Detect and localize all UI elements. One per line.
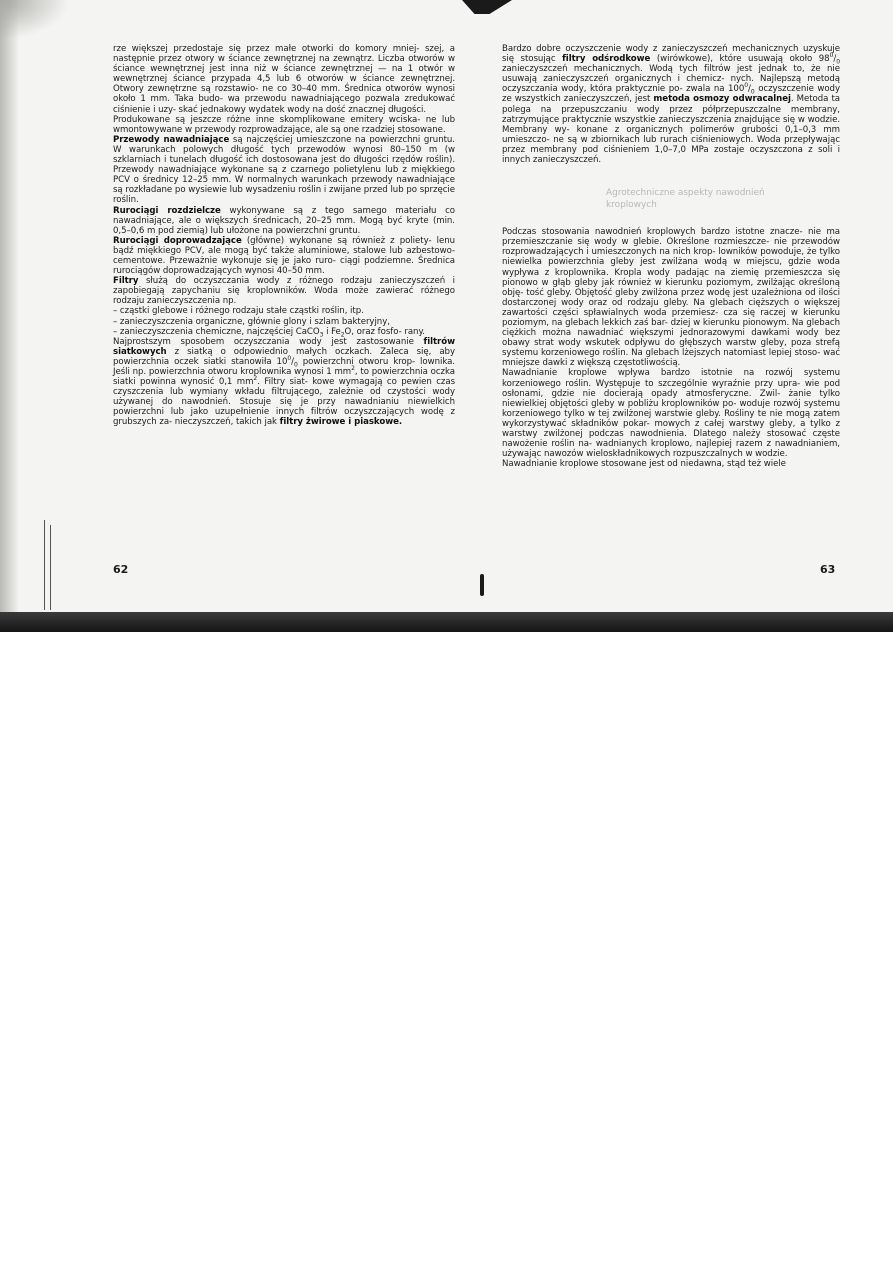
scan-edge-line <box>50 525 51 610</box>
paragraph: Rurociągi rozdzielcze wykonywane są z tego samego materiału co nawadniające, ale o większych średnicach, 20–25 mm. Mogą być kryte (min. 0,5–0,6 m pod ziemią) lub ułożone na powierzchni gruntu. <box>113 205 455 236</box>
paragraph: Nawadnianie kroplowe wpływa bardzo istotnie na rozwój systemu korzeniowego roślin. Występuje to szczególnie wyraźnie przy upra- wie pod osłonami, gdzie nie docierają opady atmosferyczne. Zwil- żanie tylko niewielkiej objętości gleby w pobliżu kroplowników po- woduje rozwój systemu korzeniowego tylko w tej zwilżonej warstwie gleby. Rośliny te nie mogą zatem wykorzystywać składników pokar- mowych z całej warstwy gleby, a tylko z warstwy zwilżonej podczas nawodnienia. Dlatego należy stosować częste nawożenie roślin na- wadnianych kroplowo, najlepiej razem z nawadnianiem, używając nawozów wieloskładnikowych rozpuszczalnych w wodzie. <box>502 368 840 460</box>
term-bold: metoda osmozy odwracalnej <box>653 94 791 105</box>
binding-notch <box>462 0 512 14</box>
list-item: – zanieczyszczenia organiczne, głównie glony i szlam bakteryjny, <box>113 316 390 327</box>
scan-edge-line <box>44 520 45 610</box>
term-bold: Rurociągi doprowadzające <box>113 235 242 246</box>
page-number-left: 62 <box>113 563 129 576</box>
scan-bottom-edge <box>0 612 893 632</box>
list-item: – cząstki glebowe i różnego rodzaju stałe cząstki roślin, itp. <box>113 306 364 317</box>
scan-left-edge-shadow <box>0 0 18 632</box>
term-bold: filtrów siatkowych <box>113 336 455 357</box>
term-bold: filtry odśrodkowe <box>562 54 651 65</box>
page-number-right: 63 <box>820 563 836 576</box>
gutter-mark <box>480 574 484 596</box>
paragraph: Rurociągi doprowadzające (główne) wykonane są również z poliety- lenu bądź miękkiego PCV, ale mogą być także aluminiowe, stalowe lub azbestowo-cementowe. Przeważnie wykonuje się je jako ruro- ciągi podziemne. Średnica rurociągów doprowadzających wynosi 40–50 mm. <box>113 235 455 277</box>
left-page-text <box>113 44 455 428</box>
paragraph: Nawadnianie kroplowe stosowane jest od niedawna, stąd też wiele <box>502 459 786 470</box>
section-heading: Agrotechniczne aspekty nawodnień kroplowych <box>606 188 765 211</box>
term-bold: Przewody nawadniające <box>113 134 230 145</box>
term-bold: Rurociągi rozdzielcze <box>113 205 221 216</box>
paragraph: Przewody nawadniające są najczęściej umieszczone na powierzchni gruntu. W warunkach polowych długość tych przewodów wynosi 80–150 m (w szklarniach i tunelach długość ich dostosowana jest do długości rzędów roślin). Przewody nawadniające wykonane są z czarnego polietylenu lub z miękkiego PCV o średnicy 12–25 mm. W normalnych warunkach przewody nawadniające są rozkładane po wysiewie lub wysadzeniu roślin i zwijane przed lub po sprzęcie roślin. <box>113 134 455 206</box>
list-item: – zanieczyszczenia chemiczne, najczęściej CaCO$_3$ i $Fe_2O$, oraz fosfo- rany. <box>113 326 425 339</box>
scan-corner-shadow <box>0 0 70 40</box>
paragraph: rze większej przedostaje się przez małe otworki do komory mniej- szej, a następnie przez otwory w ściance zewnętrznej na zewnątrz. Liczba otworów w ściance wewnętrznej jest inna niż w ściance zewnętrznej — na 1 otwór w wewnętrznej ściance przypada 4,5 lub 6 otworów w ściance zewnętrznej. Otwory zewnętrzne są rozstawio- ne co 30–40 mm. Średnica otworów wynosi około 1 mm. Taka budo- wa przewodu nawadniającego pozwala zredukować ciśnienie i uzy- skać jednakowy wydatek wody na dość znacznej długości. <box>113 44 455 115</box>
paragraph: Produkowane są jeszcze różne inne skomplikowane emitery wciska- ne lub wmontowywane w przewody rozprowadzające, ale są one rzadziej stosowane. <box>113 114 455 135</box>
paragraph: Najprostszym sposobem oczyszczania wody jest zastosowanie filtrów siatkowych z siatką o odpowiednio małych oczkach. Zaleca się, aby powierzchnia oczek siatki stanowiła $10^0/_0$ powierzchni otworu krop- lownika. Jeśli np. powierzchnia otworu kroplownika wynosi 1 $mm^2$, to powierzchnia oczka siatki powinna wynosić 0,1 $mm^2$. Filtry siat- kowe wymagają co pewien czas czyszczenia lub wymiany wkładu filtrującego, zależnie od czystości wody używanej do nawodnień. Stosuje się je przy nawadnianiu niewielkich powierzchni lub jako uzupełnienie innych filtrów oczyszczających wodę z grubszych za- nieczyszczeń, takich jak filtry żwirowe i piaskowe. <box>113 336 455 428</box>
right-page-text <box>502 44 840 469</box>
paragraph: Podczas stosowania nawodnień kroplowych bardzo istotne znacze- nie ma przemieszczanie się wody w glebie. Określone rozmieszcze- nie przewodów rozprowadzających i umieszczonych na nich krop- lowników powoduje, że tylko niewielka powierzchnia gleby jest zwilżana wodą w miejscu, gdzie woda wypływa z kroplownika. Kropla wody padając na ziemię przemieszcza się pionowo w głąb gleby jak również w kierunku poziomym, zwilżając określoną obję- tość gleby. Objętość gleby zwilżona przez wodę jest uzależniona od ilości dostarczonej wody oraz od rodzaju gleby. Na glebach cięższych o większej zawartości części spławialnych woda przemiesz- cza się raczej w kierunku poziomym, na glebach lekkich zaś bar- dziej w kierunku pionowym. Na glebach ciężkich można nawadniać większymi jednorazowymi dawkami wody bez obawy strat wody wskutek odpływu do głębszych warstw gleby, poza strefą systemu korzeniowego roślin. Na glebach lżejszych natomiast lepiej stoso- wać mniejsze dawki z większą częstotliwością. <box>502 227 840 369</box>
term-bold: Filtry <box>113 276 139 287</box>
paragraph: Filtry służą do oczyszczania wody z różnego rodzaju zanieczyszczeń i zapobiegają zapychaniu się kroplowników. Woda może zawierać różnego rodzaju zanieczyszczenia np. <box>113 276 455 307</box>
term-bold: filtry żwirowe i piaskowe. <box>279 417 403 428</box>
paragraph: Bardzo dobre oczyszczenie wody z zanieczyszczeń mechanicznych uzyskuje się stosując filtry odśrodkowe (wirówkowe), które usuwają około $98^0/_0$ zanieczyszczeń mechanicznych. Wodą tych filtrów jest jednak to, że nie usuwają zanieczyszczeń organicznych i chemicz- nych. Najlepszą metodą oczyszczania wody, która praktycznie po- zwala na $100^0/_0$ oczyszczenie wody ze wszystkich zanieczyszczeń, jest metoda osmozy odwracalnej. Metoda ta polega na przepuszczaniu wody przez półprzepuszczalne membrany, zatrzymujące praktycznie wszystkie zanieczyszczenia znajdujące się w wodzie. Membrany wy- konane z organicznych polimerów grubości 0,1–0,3 mm umieszczo- ne są w zbiornikach lub rurach ciśnieniowych. Woda przepływając przez membrany pod ciśnieniem 1,0–7,0 MPa zostaje oczyszczona z soli i innych zanieczyszczeń. <box>502 44 841 166</box>
